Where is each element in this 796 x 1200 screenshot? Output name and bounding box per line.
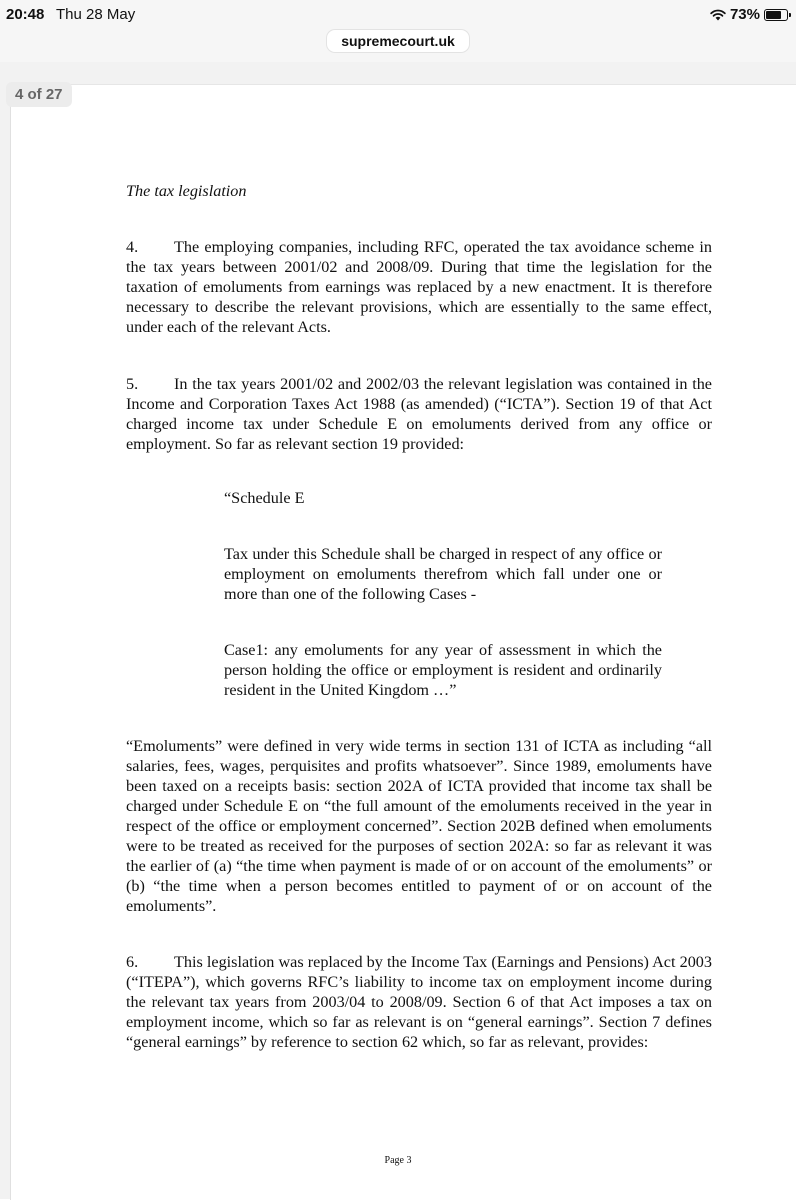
paragraph-emoluments: “Emoluments” were defined in very wide terms in section 131 of ICTA as including “all salaries, fees, wages, perquisites and profits whatsoever”. Since 1989, emoluments have been taxed on a receipts basis: section 202A of ICTA provided that income tax shall be charged under Schedule E on “the full amount of the emoluments received in the year in respect of the office or employment concerned”. Section 202B defined when emoluments were to be treated as received for the purposes of section 202A: so far as relevant it was the earlier of (a) “the time when payment is made of or on account of the emoluments” or (b) “the time when a person becomes entitled to payment of or on account of the emoluments”. [126, 737, 712, 915]
status-time: 20:48 [6, 6, 45, 23]
status-indicators [710, 6, 788, 23]
paragraph-4 [126, 237, 712, 337]
url-text[interactable]: supremecourt.uk [327, 30, 469, 52]
paragraph-text: The employing companies, including RFC, operated the tax avoidance scheme in the tax years between 2001/02 and 2008/09. During that time the legislation for the taxation of emoluments from earnings was replaced by a new enactment. It is therefore necessary to describe the relevant provisions, which are essentially to the same effect, under each of the relevant Acts. [126, 238, 712, 336]
quote-paragraph: Tax under this Schedule shall be charged in respect of any office or employment on emoluments therefrom which fall under one or more than one of the following Cases - [224, 545, 662, 603]
paragraph-number: 6. [126, 953, 139, 971]
battery-icon [764, 9, 788, 21]
page-footer: Page 3 [384, 1155, 412, 1166]
battery-percentage: 73% [729, 6, 760, 23]
page-counter-badge: 4 of 27 [6, 82, 72, 107]
paragraph-5 [126, 374, 712, 454]
status-bar [0, 0, 796, 30]
wifi-icon [710, 9, 726, 21]
paragraph-text: This legislation was replaced by the Income Tax (Earnings and Pensions) Act 2003 (“ITEPA”), which governs RFC’s liability to income tax on employment income during the relevant tax years from 2003/04 to 2008/09. Section 6 of that Act imposes a tax on employment income, which so far as relevant is on “general earnings”. Section 7 defines “general earnings” by reference to section 62 which, so far as relevant, provides: [126, 953, 712, 1051]
paragraph-number: 5. [126, 375, 139, 393]
browser-address-bar[interactable] [0, 30, 796, 63]
section-heading: The tax legislation [126, 182, 247, 200]
paragraph-6 [126, 952, 712, 1052]
quote-paragraph: Case1: any emoluments for any year of assessment in which the person holding the office or employment is resident and ordinarily resident in the United Kingdom …” [224, 641, 662, 699]
status-date: Thu 28 May [56, 6, 136, 23]
quote-title: “Schedule E [224, 489, 305, 507]
paragraph-text: In the tax years 2001/02 and 2002/03 the relevant legislation was contained in the Income and Corporation Taxes Act 1988 (as amended) (“ICTA”). Section 19 of that Act charged income tax under Schedule E on emoluments derived from any office or employment. So far as relevant section 19 provided: [126, 375, 712, 453]
paragraph-number: 4. [126, 238, 139, 256]
